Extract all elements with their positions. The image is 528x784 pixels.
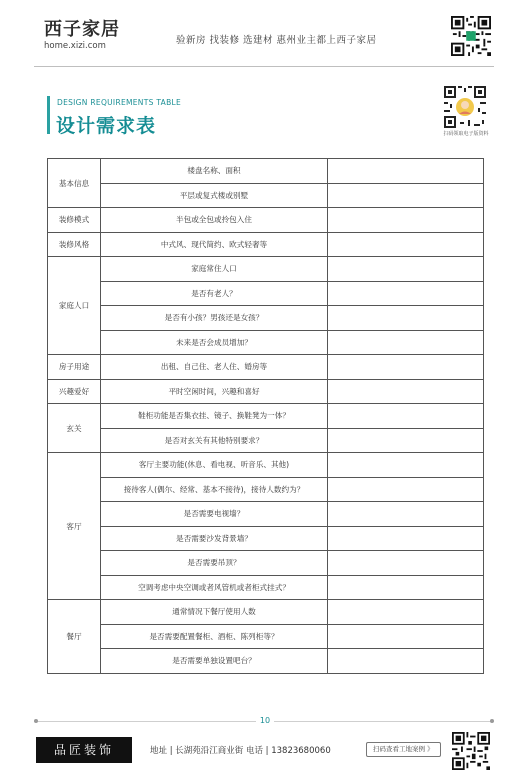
view-cases-button[interactable]: 扫码查看工地案例 》 xyxy=(366,742,441,757)
category-cell: 基本信息 xyxy=(48,159,101,208)
answer-cell[interactable] xyxy=(328,551,484,576)
footer-qr-code-icon xyxy=(452,732,490,770)
footer-divider-dot xyxy=(34,719,38,723)
answer-cell[interactable] xyxy=(328,183,484,208)
table-row xyxy=(48,428,484,453)
table-row xyxy=(48,502,484,527)
site-logo-url: home.xizi.com xyxy=(44,41,106,51)
requirements-table xyxy=(47,158,484,674)
answer-cell[interactable] xyxy=(328,281,484,306)
question-cell: 楼盘名称、面积 xyxy=(101,159,328,184)
answer-cell[interactable] xyxy=(328,575,484,600)
table-row xyxy=(48,453,484,478)
table-row xyxy=(48,257,484,282)
table-row xyxy=(48,575,484,600)
category-cell: 兴趣爱好 xyxy=(48,379,101,404)
table-row xyxy=(48,232,484,257)
category-cell: 家庭人口 xyxy=(48,257,101,355)
answer-cell[interactable] xyxy=(328,649,484,674)
table-row xyxy=(48,306,484,331)
answer-cell[interactable] xyxy=(328,477,484,502)
category-cell: 房子用途 xyxy=(48,355,101,380)
question-cell: 出租、自己住、老人住、婚房等 xyxy=(101,355,328,380)
question-cell: 是否有小孩？男孩还是女孩？ xyxy=(101,306,328,331)
category-cell: 装修风格 xyxy=(48,232,101,257)
answer-cell[interactable] xyxy=(328,330,484,355)
question-cell: 未来是否会成员增加？ xyxy=(101,330,328,355)
category-cell: 客厅 xyxy=(48,453,101,600)
table-row xyxy=(48,526,484,551)
header-divider xyxy=(34,66,494,67)
page-title: 设计需求表 xyxy=(56,115,157,137)
question-cell: 是否对玄关有其他特别要求？ xyxy=(101,428,328,453)
answer-cell[interactable] xyxy=(328,502,484,527)
table-row xyxy=(48,600,484,625)
question-cell: 中式风、现代简约、欧式轻奢等 xyxy=(101,232,328,257)
question-cell: 鞋柜功能是否集衣挂、镜子、换鞋凳为一体？ xyxy=(101,404,328,429)
brand-logo: 品匠装饰 xyxy=(36,737,132,763)
question-cell: 是否需要沙发背景墙？ xyxy=(101,526,328,551)
question-cell: 是否需要配置餐柜、酒柜、陈列柜等？ xyxy=(101,624,328,649)
answer-cell[interactable] xyxy=(328,257,484,282)
answer-cell[interactable] xyxy=(328,159,484,184)
category-cell: 玄关 xyxy=(48,404,101,453)
answer-cell[interactable] xyxy=(328,453,484,478)
page-subtitle: DESIGN REQUIREMENTS TABLE xyxy=(57,98,182,107)
answer-cell[interactable] xyxy=(328,600,484,625)
question-cell: 平层或复式楼或别墅 xyxy=(101,183,328,208)
table-row xyxy=(48,208,484,233)
answer-cell[interactable] xyxy=(328,428,484,453)
answer-cell[interactable] xyxy=(328,208,484,233)
question-cell: 是否需要电视墙？ xyxy=(101,502,328,527)
question-cell: 平时空闲时间，兴趣和喜好 xyxy=(101,379,328,404)
title-accent-bar xyxy=(47,96,50,134)
answer-cell[interactable] xyxy=(328,355,484,380)
table-row xyxy=(48,330,484,355)
table-row xyxy=(48,281,484,306)
category-cell: 装修模式 xyxy=(48,208,101,233)
answer-cell[interactable] xyxy=(328,526,484,551)
header-qr-code-icon xyxy=(451,16,491,56)
question-cell: 是否有老人？ xyxy=(101,281,328,306)
question-cell: 是否需要吊顶？ xyxy=(101,551,328,576)
page-number: 10 xyxy=(256,716,274,726)
answer-cell[interactable] xyxy=(328,232,484,257)
question-cell: 空调考虑中央空调或者风管机或者柜式挂式？ xyxy=(101,575,328,600)
contact-info: 地址 | 长湖苑沿江商业街 电话 | 13823680060 xyxy=(150,746,331,756)
table-row xyxy=(48,649,484,674)
promo-qr-code-icon xyxy=(444,86,486,128)
table-row xyxy=(48,477,484,502)
table-row xyxy=(48,183,484,208)
question-cell: 客厅主要功能(休息、看电视、听音乐、其他) xyxy=(101,453,328,478)
question-cell: 是否需要单独设置吧台？ xyxy=(101,649,328,674)
table-row xyxy=(48,159,484,184)
answer-cell[interactable] xyxy=(328,624,484,649)
table-row xyxy=(48,355,484,380)
site-logo-text: 西子家居 xyxy=(44,19,120,40)
table-row xyxy=(48,624,484,649)
table-row xyxy=(48,551,484,576)
header-slogan: 验新房 找装修 选建材 惠州业主都上西子家居 xyxy=(176,35,377,46)
question-cell: 半包或全包或拎包入住 xyxy=(101,208,328,233)
promo-caption: 扫码领取电子版资料 xyxy=(443,131,489,137)
answer-cell[interactable] xyxy=(328,306,484,331)
footer-divider-dot xyxy=(490,719,494,723)
table-row xyxy=(48,379,484,404)
answer-cell[interactable] xyxy=(328,379,484,404)
question-cell: 家庭常住人口 xyxy=(101,257,328,282)
question-cell: 通常情况下餐厅使用人数 xyxy=(101,600,328,625)
answer-cell[interactable] xyxy=(328,404,484,429)
site-logo[interactable] xyxy=(44,20,120,52)
question-cell: 接待客人(偶尔、经常、基本不接待)，接待人数约为？ xyxy=(101,477,328,502)
table-row xyxy=(48,404,484,429)
category-cell: 餐厅 xyxy=(48,600,101,674)
